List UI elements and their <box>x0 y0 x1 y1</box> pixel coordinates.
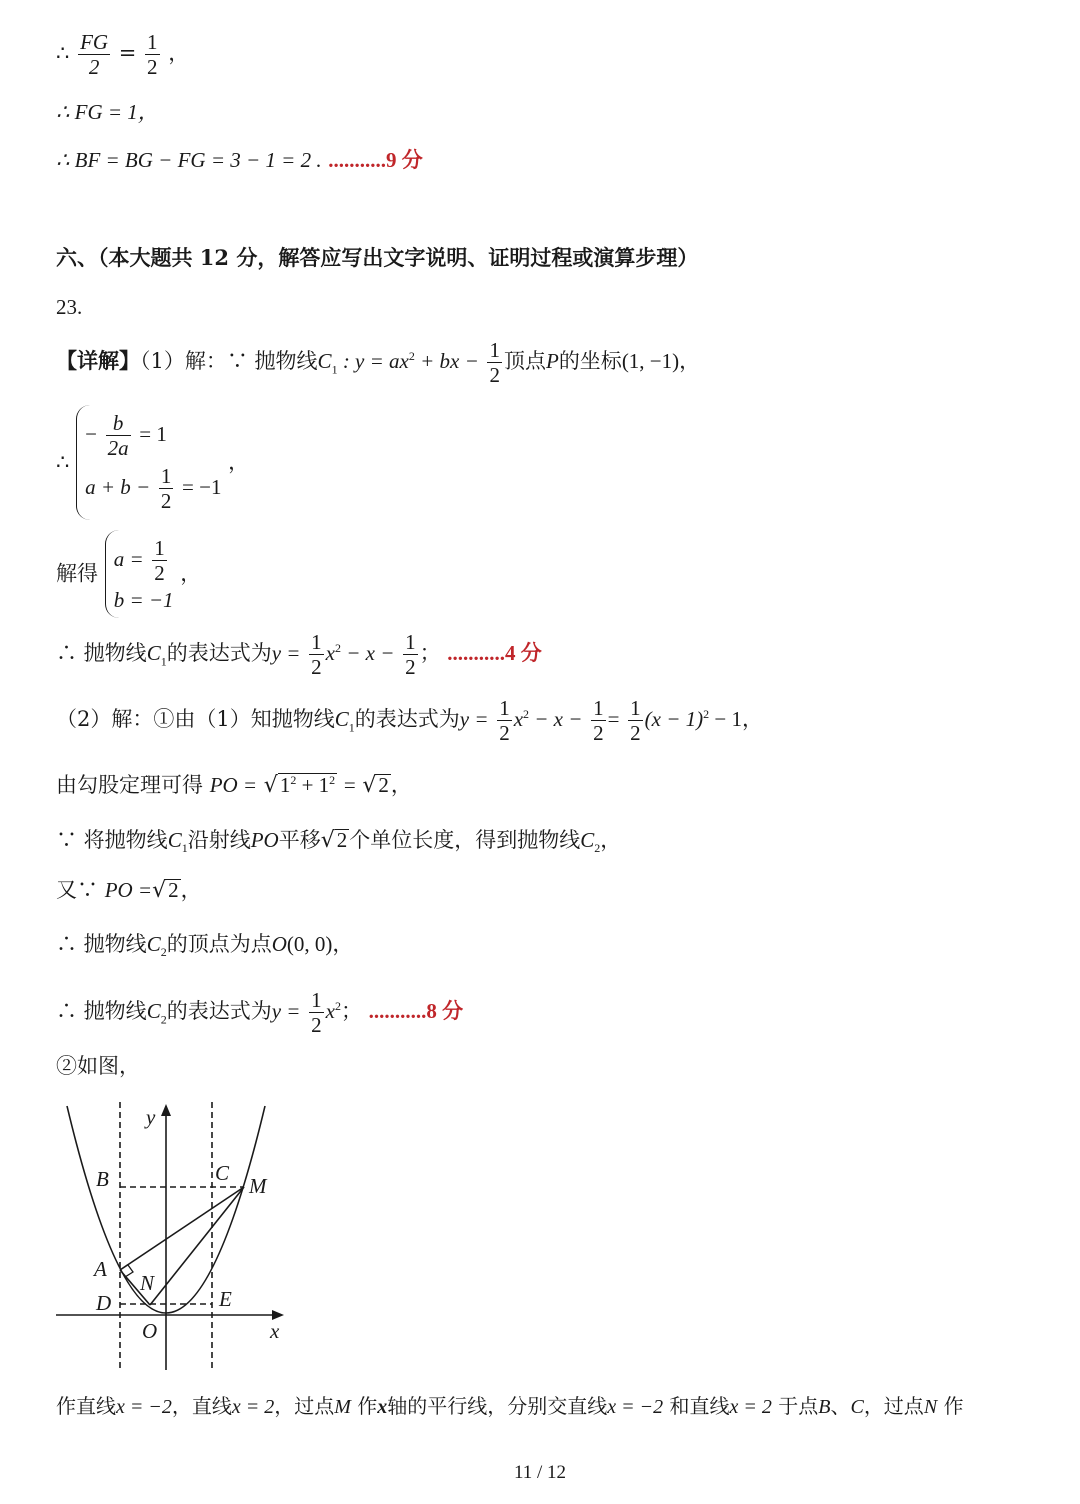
question-number: 23. <box>56 295 83 319</box>
axis-x: x <box>377 1396 388 1418</box>
comma: ， <box>332 932 354 956</box>
sqrt-content: 2 <box>378 773 389 797</box>
text: 的表达式为 <box>166 999 272 1024</box>
page-number: 11 / 12 <box>513 1462 567 1483</box>
frac-den: 2 <box>147 55 158 80</box>
sqrt-symbol: √ <box>152 878 167 903</box>
fraction-one-half <box>309 988 324 1037</box>
text: 作 <box>943 1394 964 1418</box>
frac-den: 2a <box>107 436 129 461</box>
expr: PO = <box>104 878 153 902</box>
expr: PO = <box>209 773 258 797</box>
therefore-symbol: ∴ <box>56 449 70 474</box>
rhs: = 1 <box>139 422 167 447</box>
frac-num: FG <box>80 30 109 54</box>
text: 的表达式为 <box>354 707 460 732</box>
label-n: N <box>140 1271 155 1295</box>
frac-num: 1 <box>311 630 322 654</box>
text: 个单位长度，得到抛物线 <box>349 828 581 852</box>
frac-num: 1 <box>147 30 158 54</box>
eq-fg-half <box>56 30 189 79</box>
expr: y = <box>459 707 489 732</box>
solution-row-1 <box>114 536 174 585</box>
solution-row-2: b = −1 <box>113 588 174 613</box>
again-po-line <box>56 879 202 902</box>
subscript: 1 <box>348 720 355 735</box>
figure-intro: ②如图， <box>56 1054 140 1078</box>
sqrt-symbol: √ <box>320 828 335 853</box>
solve-label: 解得 <box>56 561 98 586</box>
curve-c: C <box>317 349 332 374</box>
point-o: O <box>271 932 287 956</box>
text: （2）解：①由（1）知抛物线 <box>56 707 335 732</box>
expr: y = <box>271 999 301 1024</box>
text: ，直线 <box>171 1394 232 1418</box>
comma: ， <box>228 449 250 474</box>
text: ∴ 抛物线 <box>56 641 147 666</box>
expr: − x − <box>340 641 395 666</box>
label-y: y <box>146 1105 156 1129</box>
fraction-one-half <box>403 630 418 679</box>
label-x: x <box>270 1319 280 1343</box>
label-a: A <box>94 1257 107 1281</box>
detail-text: 顶点 <box>503 349 546 374</box>
detail-text: 的坐标 <box>558 349 622 374</box>
sqrt-content: 2 <box>168 878 179 902</box>
frac-num: 1 <box>593 696 604 720</box>
segment-am <box>120 1187 244 1270</box>
score-8: ...........8 分 <box>368 999 464 1024</box>
fraction-one-half <box>145 30 160 79</box>
semicolon: ； <box>340 999 362 1024</box>
label-e: E <box>219 1287 232 1311</box>
fraction-one-half <box>159 464 174 513</box>
superscript: 2 <box>523 707 530 722</box>
lhs: a + b − <box>85 475 151 500</box>
text: 和直线 <box>669 1394 730 1418</box>
frac-num: 1 <box>489 338 500 362</box>
superscript: 2 <box>334 641 341 656</box>
score-9: ...........9 分 <box>328 148 423 172</box>
solution-system <box>56 530 201 618</box>
fraction-one-half <box>497 696 512 745</box>
curve-c: C <box>334 707 349 732</box>
text: 又∵ <box>56 878 98 902</box>
frac-den: 2 <box>499 721 510 746</box>
system-equations <box>56 405 249 520</box>
frac-num: 1 <box>154 536 165 560</box>
text: ，过点 <box>863 1394 924 1418</box>
minus: − <box>85 422 97 447</box>
expression-c1 <box>56 630 542 679</box>
sqrt-content: 2 <box>336 828 348 852</box>
curve-c: C <box>167 828 182 852</box>
text: ∴ 抛物线 <box>56 932 147 956</box>
fraction-one-half <box>309 630 324 679</box>
eq-fg-1: ∴ FG = 1， <box>56 100 159 124</box>
text: 作直线 <box>56 1394 116 1418</box>
semicolon: ； <box>419 641 441 666</box>
vertex-line <box>56 934 353 958</box>
frac-den: 2 <box>154 561 165 586</box>
point-n: N <box>923 1396 938 1418</box>
label-c: C <box>215 1161 230 1185</box>
y-axis-arrow <box>161 1104 171 1116</box>
superscript: 2 <box>703 707 710 722</box>
detail-tag: 【详解】 <box>56 348 140 374</box>
coords: (0, 0) <box>286 932 333 956</box>
curve-c: C <box>146 999 161 1024</box>
point-p: P <box>545 349 559 374</box>
label-d: D <box>96 1291 112 1315</box>
subscript: 2 <box>160 945 167 960</box>
frac-num: 1 <box>405 630 416 654</box>
label-b: B <box>96 1167 109 1191</box>
expr: (x − 1) <box>644 707 704 732</box>
expr: x <box>325 641 335 666</box>
section-title: 六、（本大题共 12 分，解答应写出文字说明、证明过程或演算步理） <box>56 245 699 270</box>
last-line <box>56 1396 964 1417</box>
score-4: ...........4 分 <box>447 641 542 666</box>
comma: ， <box>390 773 412 797</box>
fraction-one-half <box>152 536 167 585</box>
text: 由勾股定理可得 <box>56 773 203 797</box>
comma: ， <box>180 878 202 902</box>
system-brace <box>76 405 221 520</box>
fraction-b-2a <box>106 411 131 460</box>
pythagoras-line <box>56 773 412 797</box>
solution-brace <box>105 530 174 618</box>
therefore-symbol: ∴ <box>56 41 70 66</box>
curve-c: C <box>580 828 595 852</box>
expr: x = 2 <box>231 1396 275 1418</box>
frac-den: 2 <box>311 655 322 680</box>
expr: x <box>325 999 335 1024</box>
expr: x <box>513 707 524 732</box>
subscript: 2 <box>160 1012 167 1027</box>
comma: ， <box>168 41 190 66</box>
fraction-fg-over-2 <box>78 30 110 79</box>
equals: = <box>118 41 137 66</box>
system-row-1 <box>85 411 221 460</box>
text: 轴的平行线，分别交直线 <box>387 1394 608 1418</box>
subscript: 1 <box>331 362 338 377</box>
frac-den: 2 <box>311 1013 322 1038</box>
point-m: M <box>334 1396 351 1418</box>
comma: ， <box>679 349 701 374</box>
frac-den: 2 <box>405 655 416 680</box>
frac-num: 1 <box>630 696 641 720</box>
expr: : y = ax <box>337 349 409 374</box>
lhs: a = <box>113 547 144 572</box>
expr: − 1， <box>709 707 763 732</box>
text: 作 <box>357 1394 378 1418</box>
sqrt-content <box>278 773 337 796</box>
text: 的顶点为点 <box>166 932 272 956</box>
expr: 1 <box>279 773 291 797</box>
fraction-one-half <box>591 696 606 745</box>
equals: = <box>343 773 356 797</box>
frac-den: 2 <box>160 489 172 514</box>
fraction-one-half <box>487 338 502 387</box>
point-b: B <box>818 1396 831 1418</box>
segment-po: PO <box>250 828 279 852</box>
text: 的表达式为 <box>166 641 272 666</box>
frac-num: b <box>106 411 131 436</box>
frac-den: 2 <box>630 721 641 746</box>
frac-num: 1 <box>160 464 172 489</box>
part-2-line <box>56 696 763 745</box>
parabola-figure <box>52 1100 292 1372</box>
equals: = <box>607 707 620 732</box>
label-m: M <box>249 1174 267 1198</box>
expr: x = −2 <box>607 1396 664 1418</box>
text: 沿射线 <box>187 828 251 852</box>
superscript: 2 <box>408 349 415 364</box>
superscript: 2 <box>334 999 341 1014</box>
label-o: O <box>142 1319 158 1343</box>
curve-c: C <box>146 932 161 956</box>
sqrt-symbol: √ <box>362 773 377 798</box>
frac-den: 2 <box>88 55 100 80</box>
system-row-2 <box>85 464 221 513</box>
detail-text: （1）解：∵ 抛物线 <box>140 349 318 374</box>
point-c: C <box>850 1396 864 1418</box>
subscript: 2 <box>594 841 601 856</box>
frac-den: 2 <box>593 721 604 746</box>
text: 于点 <box>778 1394 819 1418</box>
expr: + 1 <box>296 773 330 797</box>
text: ，过点 <box>274 1394 335 1418</box>
curve-c: C <box>146 641 161 666</box>
detail-line <box>56 338 700 387</box>
translate-line <box>56 829 621 854</box>
comma: ， <box>600 828 622 852</box>
expression-c2 <box>56 988 463 1037</box>
text: 、 <box>830 1394 851 1418</box>
rhs: = −1 <box>182 475 222 500</box>
expr: + bx − <box>414 349 479 374</box>
sqrt-symbol: √ <box>263 773 278 798</box>
frac-num: 1 <box>499 696 510 720</box>
expr: x = 2 <box>729 1396 772 1418</box>
subscript: 1 <box>181 841 188 856</box>
superscript: 2 <box>329 773 336 787</box>
bf-equation: ∴ BF = BG − FG = 3 − 1 = 2 . <box>56 148 322 172</box>
frac-num: 1 <box>311 988 322 1012</box>
frac-den: 2 <box>489 363 500 388</box>
coords: (1, −1) <box>621 349 680 374</box>
text: 平移 <box>278 828 321 852</box>
subscript: 1 <box>160 654 167 669</box>
expr: x = −2 <box>116 1396 172 1418</box>
text: ∵ 将抛物线 <box>56 828 168 852</box>
superscript: 2 <box>290 773 297 787</box>
expr: y = <box>271 641 301 666</box>
comma: ， <box>180 561 202 586</box>
eq-bf <box>56 150 423 171</box>
text: ∴ 抛物线 <box>56 999 147 1024</box>
fraction-one-half <box>628 696 643 745</box>
expr: − x − <box>529 707 583 732</box>
